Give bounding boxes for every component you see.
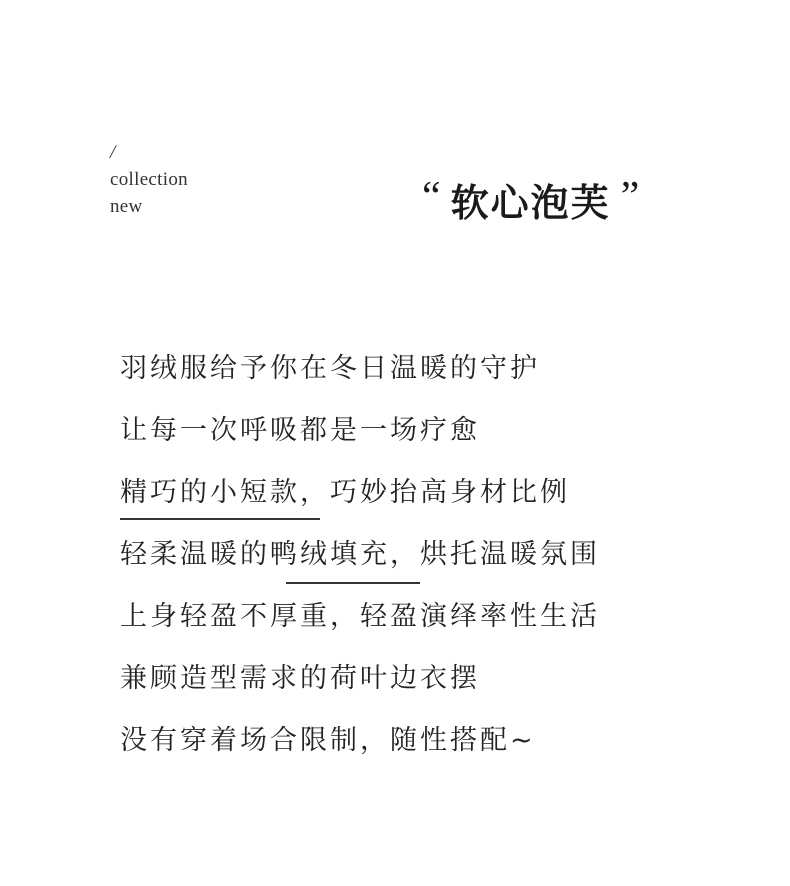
description-line-3: 精巧的小短款，巧妙抬高身材比例	[120, 477, 570, 508]
description-line-4: 轻柔温暖的鸭绒填充，烘托温暖氛围	[120, 539, 600, 570]
description-line-7: 没有穿着场合限制，随性搭配~	[120, 725, 536, 756]
description-block	[120, 340, 600, 774]
tagline-new: new	[110, 196, 143, 217]
decorative-underline-2	[286, 582, 420, 584]
close-quote: ”	[620, 174, 640, 220]
open-quote: “	[422, 174, 441, 220]
decorative-underline-1	[120, 518, 320, 520]
tagline	[110, 140, 188, 220]
product-name: 软心泡芙	[450, 180, 611, 225]
description-line-1: 羽绒服给予你在冬日温暖的守护	[120, 353, 540, 384]
description-line-6: 兼顾造型需求的荷叶边衣摆	[120, 663, 480, 694]
description-line-5: 上身轻盈不厚重，轻盈演绎率性生活	[120, 601, 600, 632]
description-line-2: 让每一次呼吸都是一场疗愈	[120, 415, 480, 446]
tagline-collection: collection	[110, 169, 188, 190]
product-title	[422, 168, 639, 232]
tagline-slash: /	[110, 142, 116, 163]
